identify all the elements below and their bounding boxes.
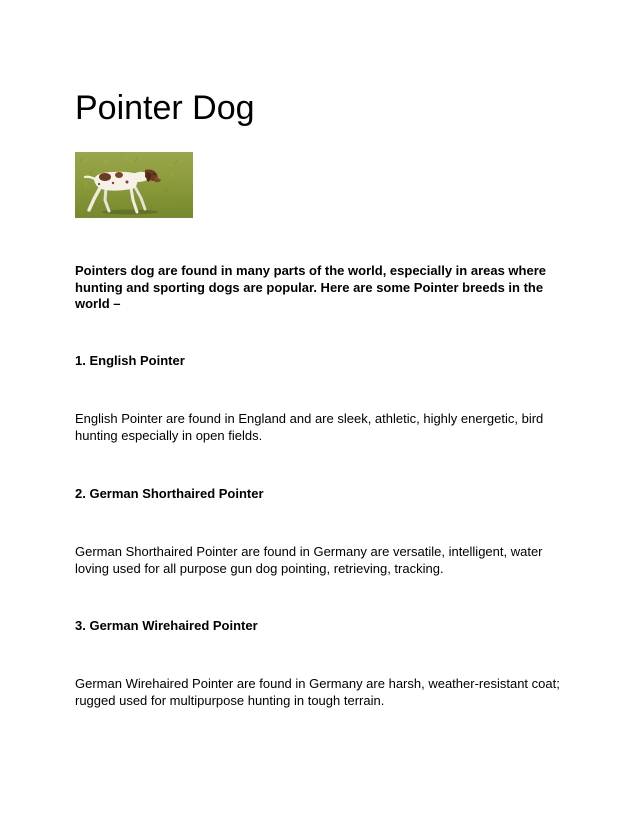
section-body-german-wirehaired-pointer: German Wirehaired Pointer are found in Germany are harsh, weather-resistant coat; rugged used for multipurpose hunting in tough terrain. — [75, 676, 560, 708]
section-heading-german-shorthaired-pointer: 2. German Shorthaired Pointer — [75, 486, 264, 501]
pointer-dog-photo — [75, 152, 193, 218]
section-body-english-pointer: English Pointer are found in England and are sleek, athletic, highly energetic, bird hunting especially in open fields. — [75, 411, 544, 443]
section-heading-english-pointer: 1. English Pointer — [75, 353, 185, 368]
intro-paragraph: Pointers dog are found in many parts of the world, especially in areas where hunting and sporting dogs are popular. Here are some Pointer breeds in the world – — [75, 263, 547, 311]
page-title: Pointer Dog — [75, 89, 255, 127]
section-heading-german-wirehaired-pointer: 3. German Wirehaired Pointer — [75, 618, 258, 633]
section-body-german-shorthaired-pointer: German Shorthaired Pointer are found in Germany are versatile, intelligent, water loving used for all purpose gun dog pointing, retrieving, tracking. — [75, 544, 543, 576]
